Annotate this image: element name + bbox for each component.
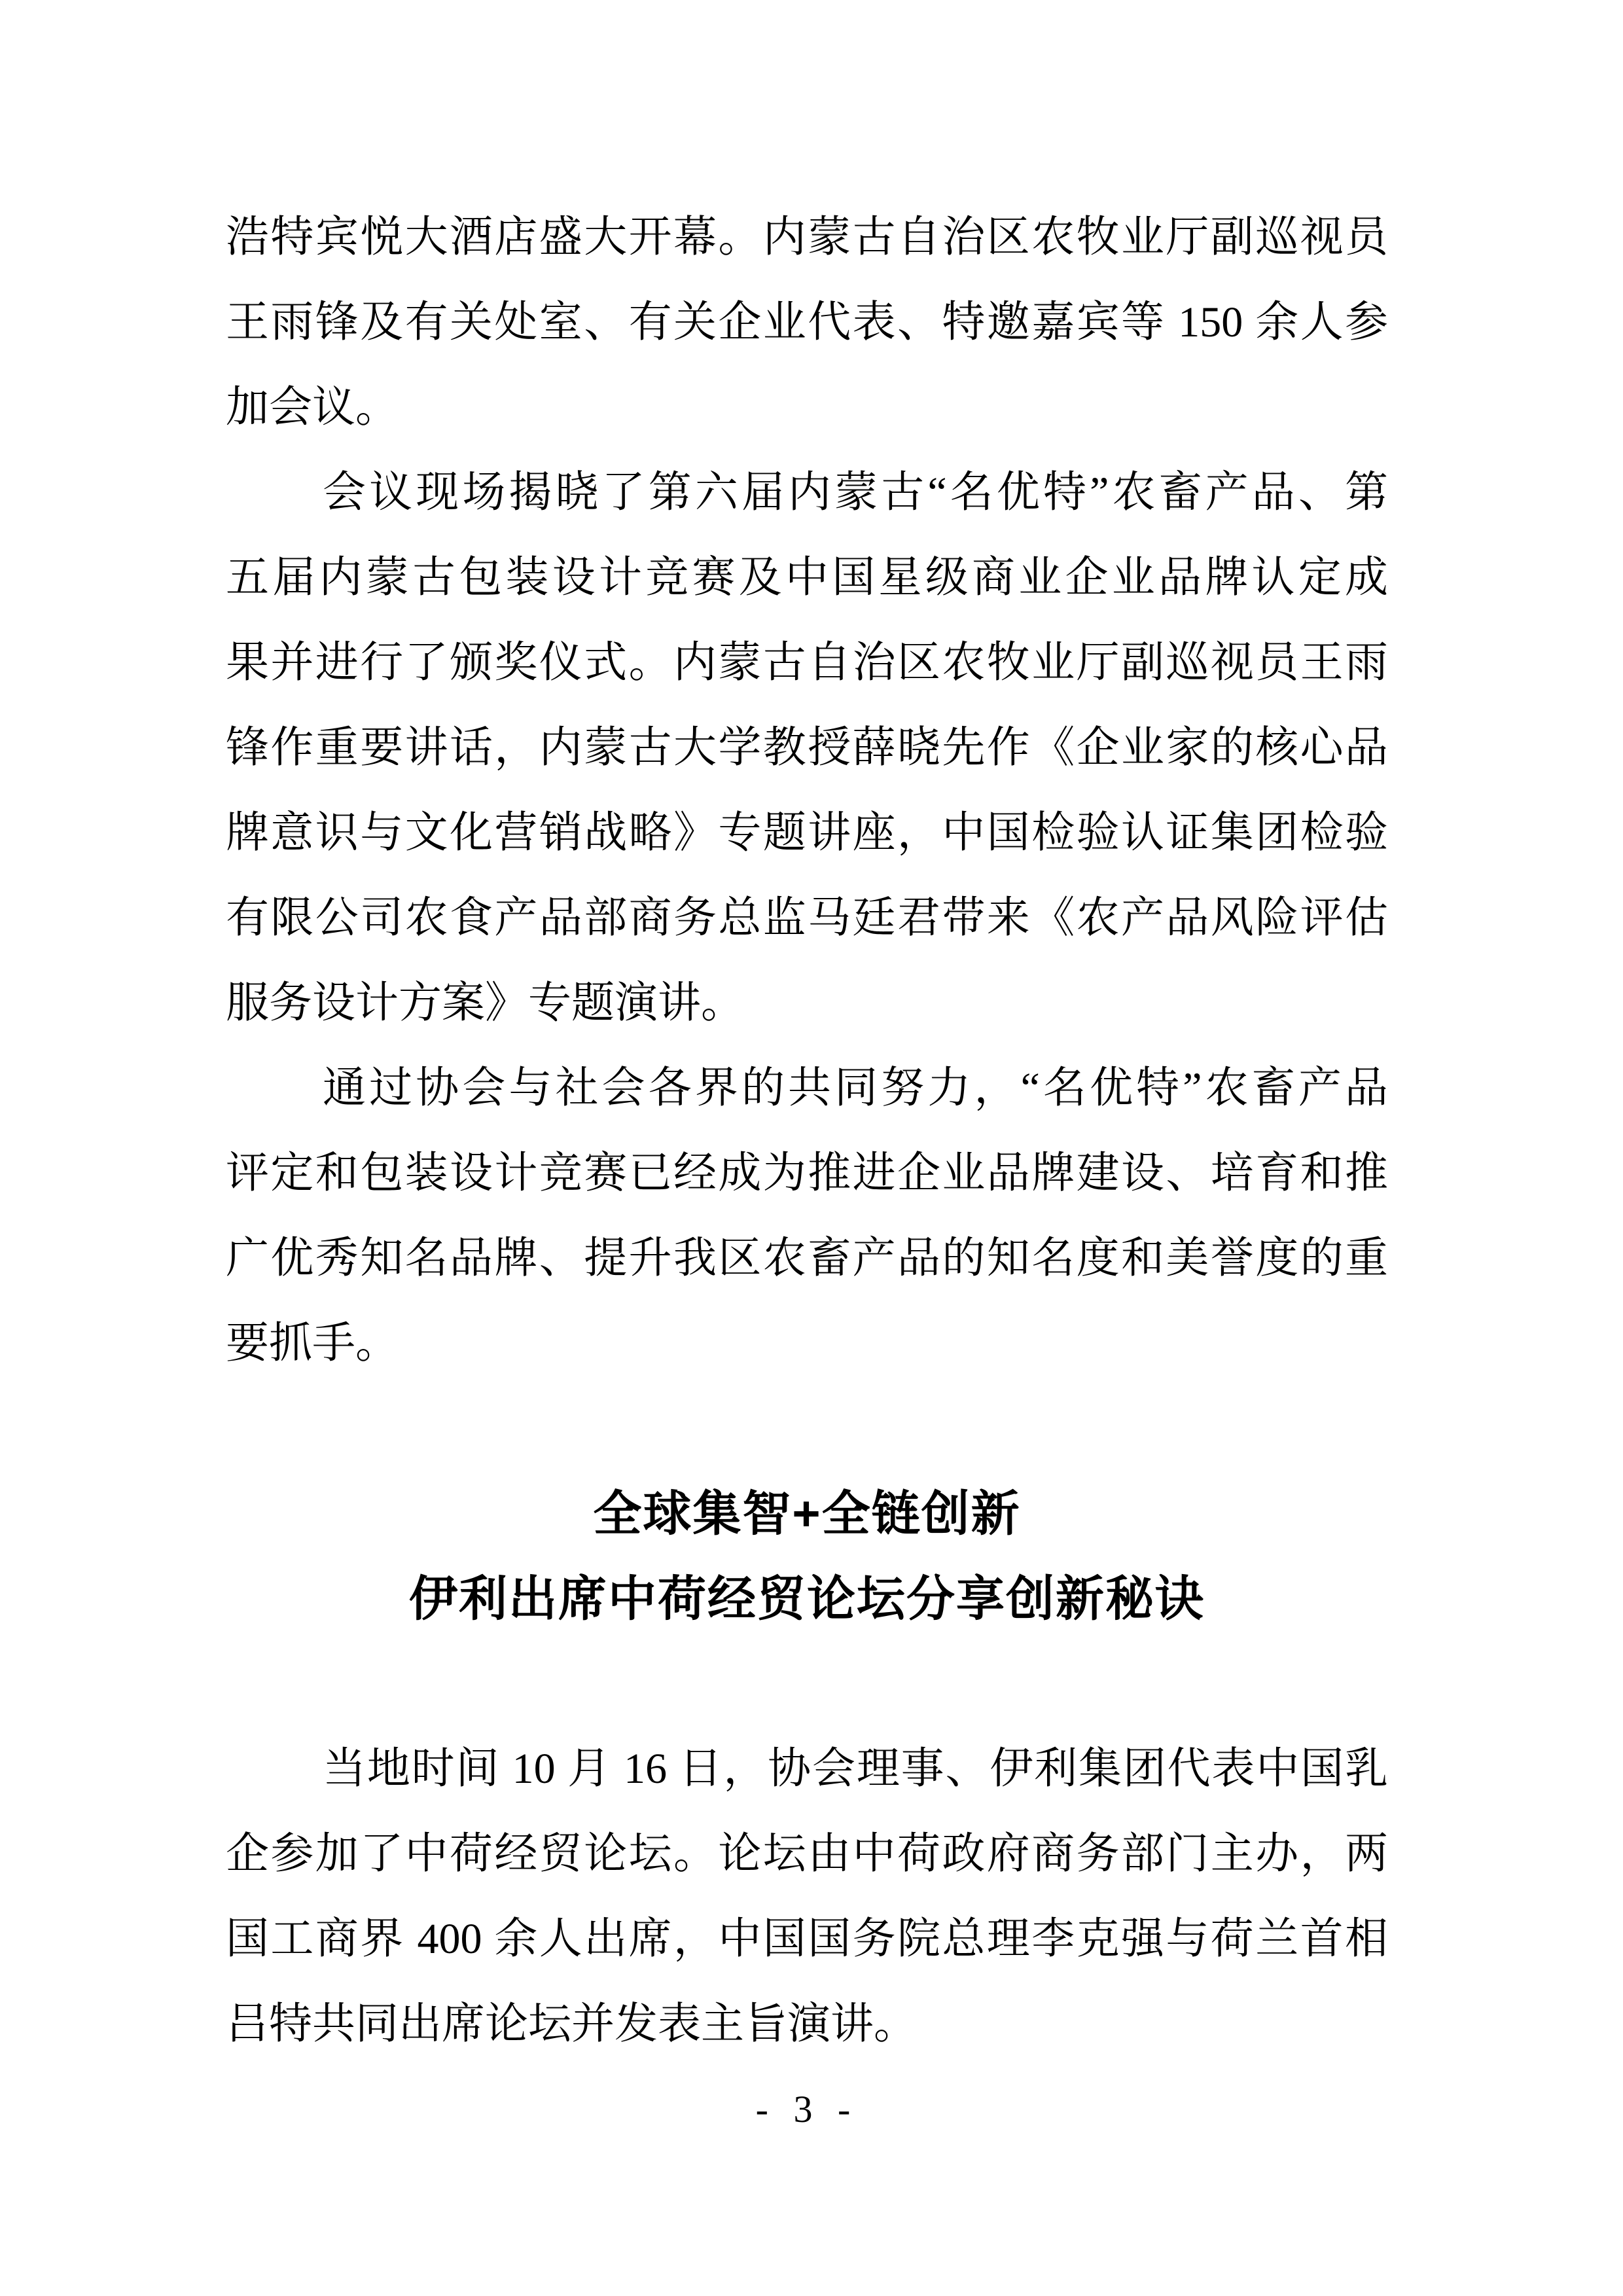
text-line: 国工商界 400 余人出席，中国国务院总理李克强与荷兰首相: [226, 1915, 1388, 1963]
heading-line: 全球集智+全链创新: [593, 1486, 1021, 1541]
page-number: - 3 -: [755, 2088, 859, 2130]
text-line: 企参加了中荷经贸论坛。论坛由中荷政府商务部门主办，两: [226, 1830, 1388, 1878]
text-line: 评定和包装设计竞赛已经成为推进企业品牌建设、培育和推: [226, 1149, 1388, 1197]
heading-line: 伊利出席中荷经贸论坛分享创新秘诀: [409, 1571, 1205, 1626]
text-line: 广优秀知名品牌、提升我区农畜产品的知名度和美誉度的重: [226, 1234, 1388, 1282]
text-line: 浩特宾悦大酒店盛大开幕。内蒙古自治区农牧业厅副巡视员: [226, 213, 1388, 261]
text-line: 有限公司农食产品部商务总监马廷君带来《农产品风险评估: [226, 894, 1388, 942]
paragraph-brand-building: [226, 1046, 1388, 1386]
text-line: 五届内蒙古包装设计竞赛及中国星级商业企业品牌认定成: [226, 554, 1388, 601]
text-line: 果并进行了颁奖仪式。内蒙古自治区农牧业厅副巡视员王雨: [226, 639, 1388, 687]
text-line: 加会议。: [226, 384, 399, 431]
paragraph-award-ceremony: [226, 450, 1388, 1046]
text-line: 服务设计方案》专题演讲。: [226, 979, 744, 1027]
text-line: 吕特共同出席论坛并发表主旨演讲。: [226, 2000, 917, 2048]
document-body: [226, 195, 1388, 2152]
paragraph-yili-forum: [226, 1727, 1388, 2067]
text-line: 锋作重要讲话，内蒙古大学教授薛晓先作《企业家的核心品: [226, 724, 1388, 772]
text-line: 牌意识与文化营销战略》专题讲座，中国检验认证集团检验: [226, 809, 1388, 857]
text-line: 通过协会与社会各界的共同努力，“名优特”农畜产品: [323, 1064, 1388, 1112]
paragraph-continuation: [226, 195, 1388, 450]
text-line: 要抓手。: [226, 1319, 399, 1367]
section-heading: [226, 1471, 1388, 1641]
text-line: 当地时间 10 月 16 日，协会理事、伊利集团代表中国乳: [323, 1745, 1388, 1793]
text-line: 王雨锋及有关处室、有关企业代表、特邀嘉宾等 150 余人参: [226, 298, 1388, 346]
text-line: 会议现场揭晓了第六届内蒙古“名优特”农畜产品、第: [323, 469, 1388, 516]
